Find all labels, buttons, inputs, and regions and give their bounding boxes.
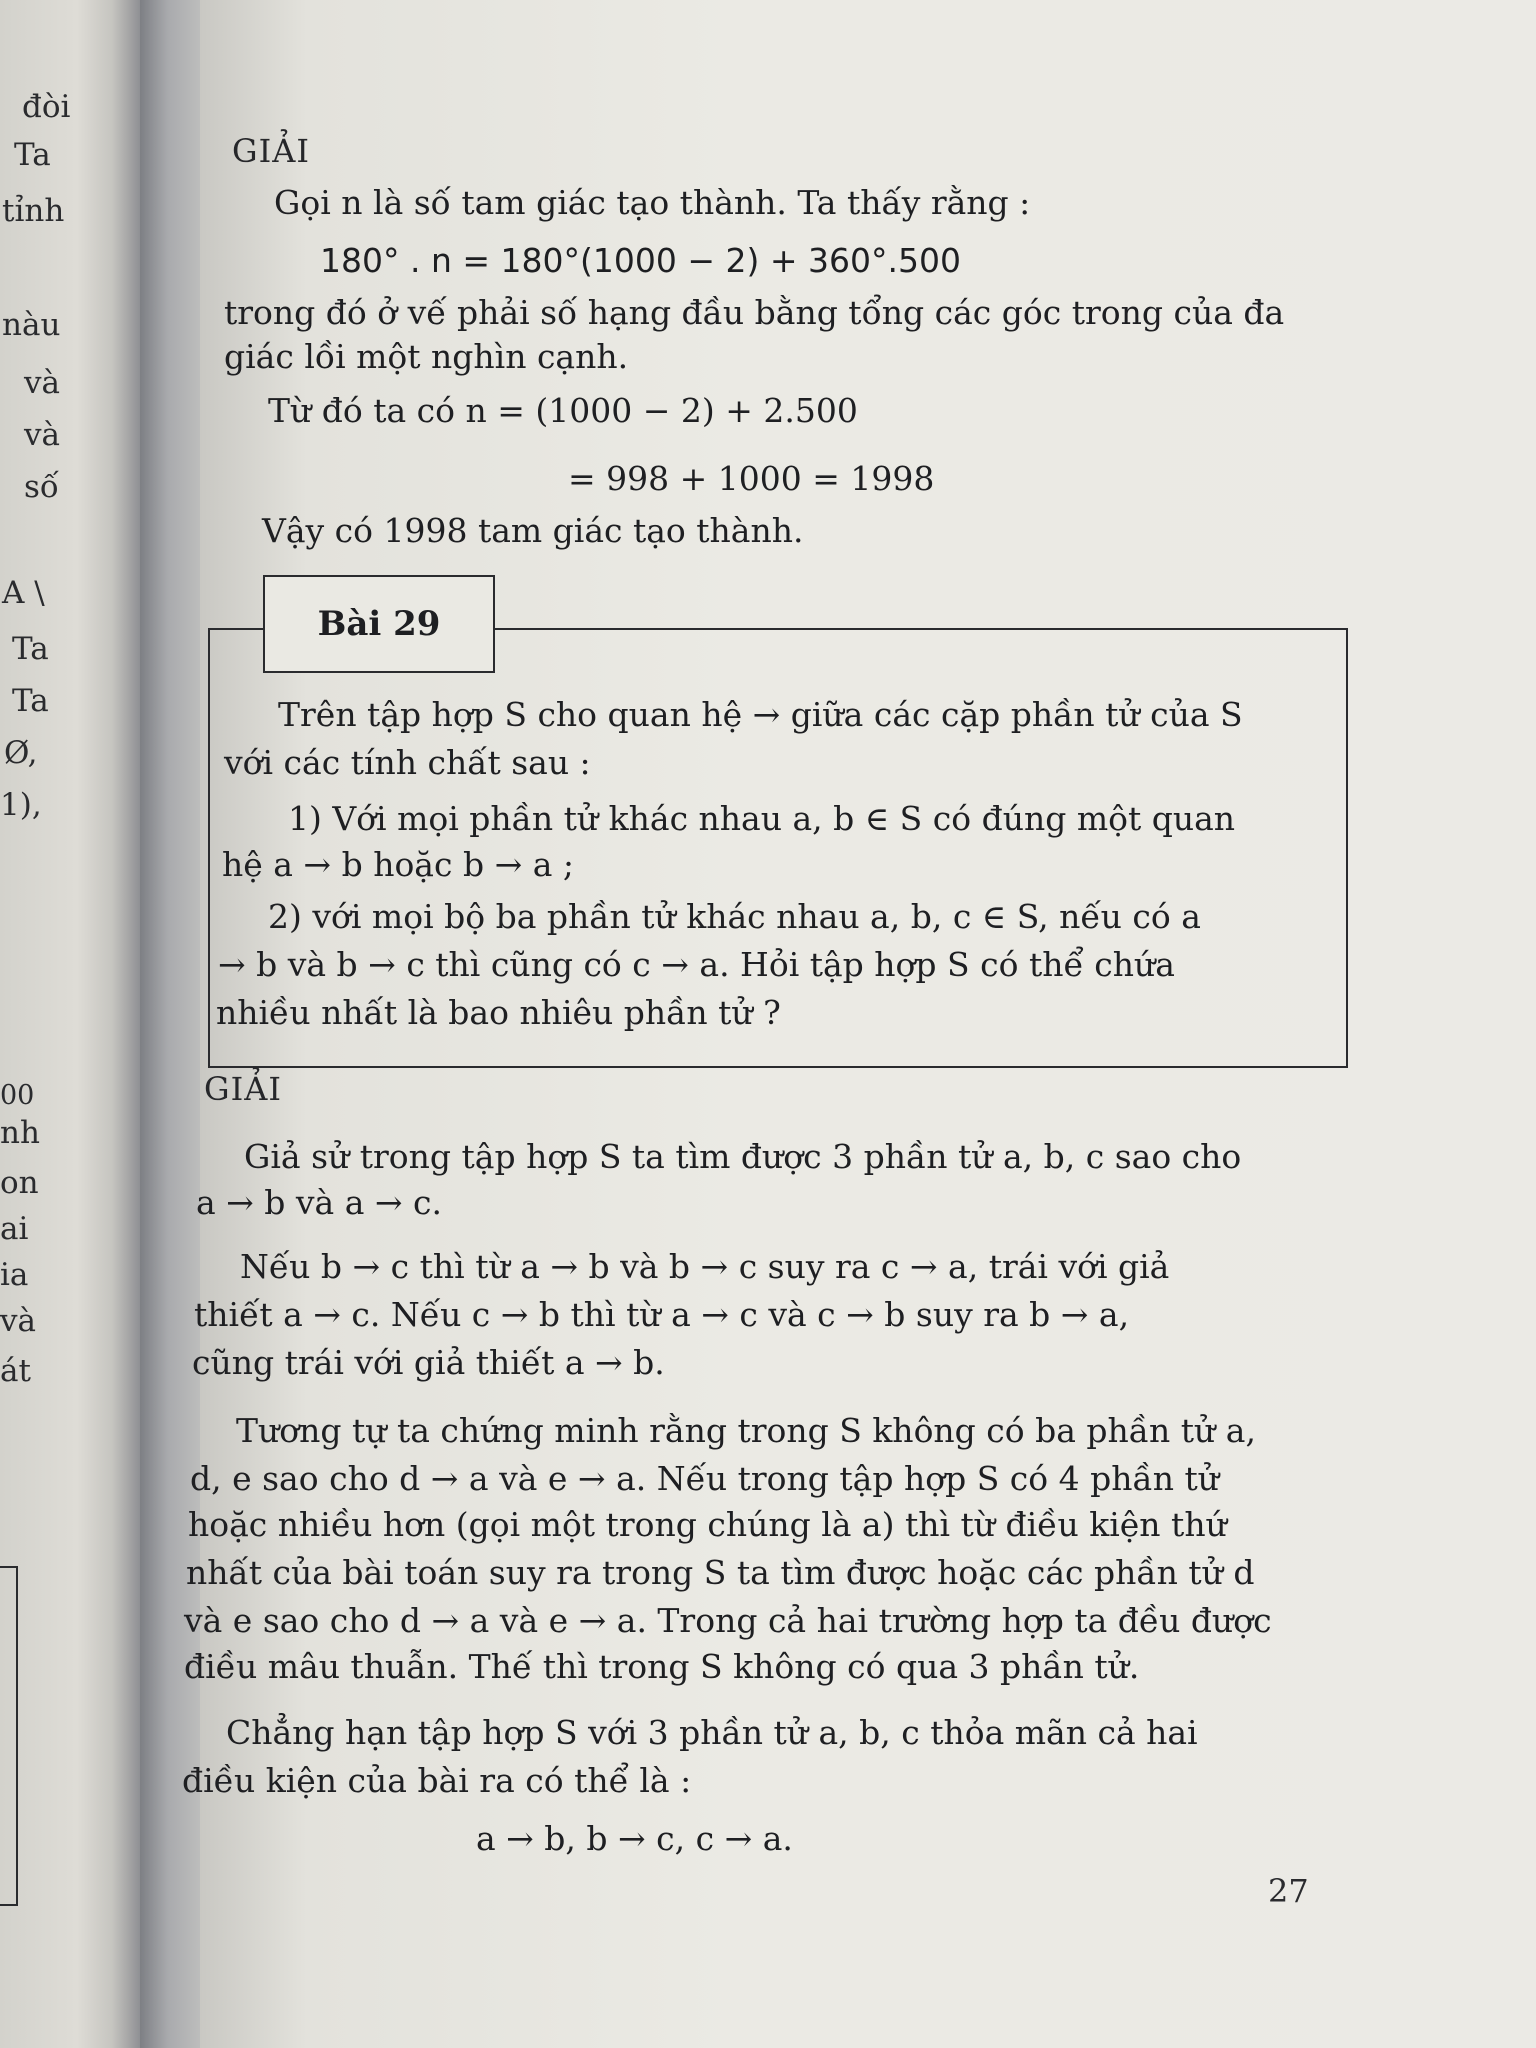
left-page-box-edge (0, 1566, 18, 1906)
text-line: giác lồi một nghìn cạnh. (224, 337, 629, 376)
left-fragment: Ø, (4, 735, 38, 771)
left-fragment: Ta (12, 683, 49, 719)
text-line: trong đó ở vế phải số hạng đầu bằng tổng các góc trong của đa (224, 293, 1285, 332)
equation-line: = 998 + 1000 = 1998 (568, 459, 935, 498)
problem-line: hệ a → b hoặc b → a ; (222, 845, 574, 884)
text-line: Tương tự ta chứng minh rằng trong S không có ba phần tử a, (236, 1411, 1256, 1450)
left-fragment: 1), (0, 787, 42, 823)
left-fragment: nh (0, 1115, 40, 1151)
left-fragment: át (0, 1353, 31, 1389)
text-line: Gọi n là số tam giác tạo thành. Ta thấy rằng : (274, 183, 1031, 222)
text-line: điều mâu thuẫn. Thế thì trong S không có qua 3 phần tử. (184, 1647, 1140, 1686)
text-line: nhất của bài toán suy ra trong S ta tìm được hoặc các phần tử d (186, 1553, 1255, 1592)
text-line: cũng trái với giả thiết a → b. (192, 1343, 665, 1382)
text-line: và e sao cho d → a và e → a. Trong cả hai trường hợp ta đều được (184, 1601, 1272, 1640)
text-line: Chẳng hạn tập hợp S với 3 phần tử a, b, c thỏa mãn cả hai (226, 1713, 1198, 1752)
left-fragment: ai (0, 1211, 29, 1247)
problem-line: → b và b → c thì cũng có c → a. Hỏi tập hợp S có thể chứa (218, 945, 1175, 984)
left-fragment: Ta (14, 137, 51, 173)
left-fragment: ia (0, 1257, 29, 1293)
solution-heading: GIẢI (232, 132, 310, 170)
problem-line: với các tính chất sau : (224, 743, 591, 782)
left-fragment: A \ (2, 575, 45, 611)
problem-line: 1) Với mọi phần tử khác nhau a, b ∈ S có đúng một quan (288, 799, 1236, 838)
solution-heading: GIẢI (204, 1070, 282, 1108)
problem-line: 2) với mọi bộ ba phần tử khác nhau a, b, c ∈ S, nếu có a (268, 897, 1201, 936)
problem-line: nhiều nhất là bao nhiêu phần tử ? (216, 993, 781, 1032)
left-fragment: đòi (22, 89, 71, 125)
equation-line: Từ đó ta có n = (1000 − 2) + 2.500 (268, 391, 858, 430)
problem-line: Trên tập hợp S cho quan hệ → giữa các cặp phần tử của S (278, 695, 1243, 734)
problem-title: Bài 29 (263, 575, 495, 673)
left-fragment: Ta (12, 631, 49, 667)
text-line: thiết a → c. Nếu c → b thì từ a → c và c → b suy ra b → a, (194, 1295, 1130, 1334)
left-fragment: và (24, 417, 60, 453)
text-line: Nếu b → c thì từ a → b và b → c suy ra c → a, trái với giả (240, 1247, 1170, 1286)
left-fragment: số (24, 469, 59, 505)
text-line: Giả sử trong tập hợp S ta tìm được 3 phần tử a, b, c sao cho (244, 1137, 1242, 1176)
example-relation: a → b, b → c, c → a. (476, 1819, 793, 1858)
left-fragment: 00 (0, 1080, 35, 1111)
left-fragment: tỉnh (2, 193, 65, 229)
equation: 180° . n = 180°(1000 − 2) + 360°.500 (320, 241, 961, 280)
page-number: 27 (1268, 1872, 1309, 1910)
text-line: điều kiện của bài ra có thể là : (182, 1761, 692, 1800)
conclusion-line: Vậy có 1998 tam giác tạo thành. (262, 511, 804, 550)
left-fragment: nàu (2, 307, 61, 343)
left-fragment: và (24, 365, 60, 401)
left-fragment: on (0, 1165, 39, 1201)
text-line: hoặc nhiều hơn (gọi một trong chúng là a) thì từ điều kiện thứ (188, 1505, 1227, 1544)
left-page-edge (0, 0, 140, 2048)
text-line: a → b và a → c. (196, 1183, 443, 1222)
text-line: d, e sao cho d → a và e → a. Nếu trong tập hợp S có 4 phần tử (190, 1459, 1219, 1498)
left-fragment: và (0, 1303, 36, 1339)
